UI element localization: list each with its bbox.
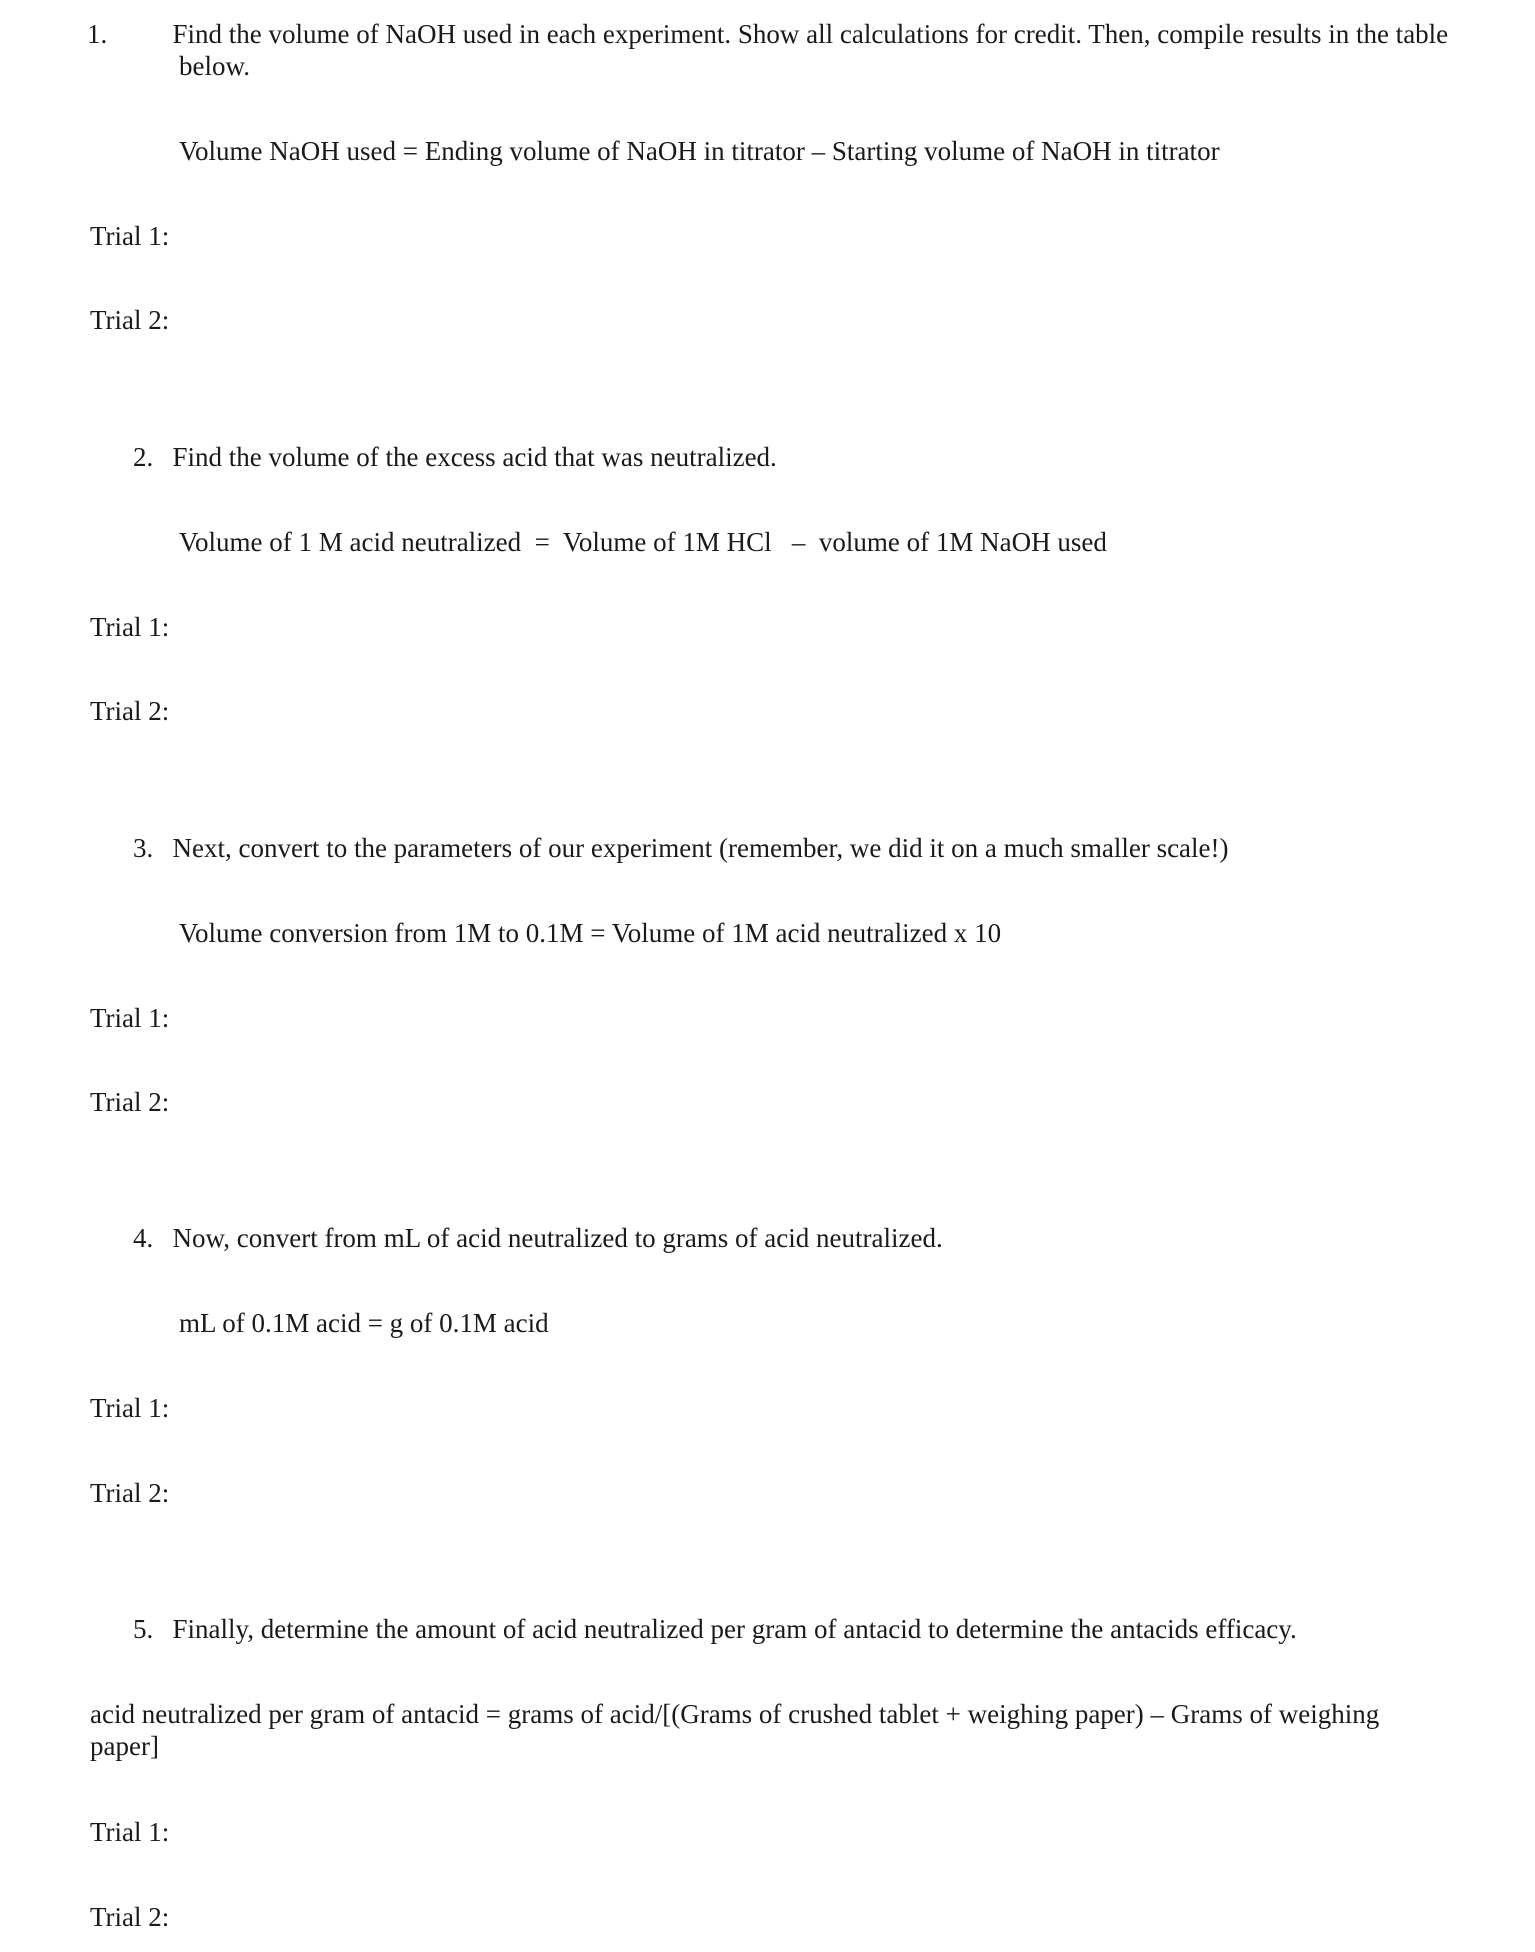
q3-trial-2-label: Trial 2: — [90, 1087, 170, 1117]
question-3-number: 3. — [133, 833, 154, 863]
q1-trial-2-label: Trial 2: — [90, 305, 170, 335]
question-1 — [87, 18, 1479, 82]
question-4-number: 4. — [133, 1223, 154, 1253]
formula-2: Volume of 1 M acid neutralized = Volume of 1M HCl – volume of 1M NaOH used — [179, 527, 1107, 557]
question-5-number: 5. — [133, 1614, 154, 1644]
formula-4: mL of 0.1M acid = g of 0.1M acid — [179, 1308, 549, 1338]
question-3-text: Next, convert to the parameters of our experiment (remember, we did it on a much smaller scale!) — [172, 833, 1229, 863]
q5-trial-2-label: Trial 2: — [90, 1902, 170, 1932]
question-4-text: Now, convert from mL of acid neutralized to grams of acid neutralized. — [172, 1223, 943, 1253]
formula-5: acid neutralized per gram of antacid = grams of acid/[(Grams of crushed tablet + weighing paper) – Grams of weighing paper] — [90, 1699, 1380, 1761]
formula-3: Volume conversion from 1M to 0.1M = Volume of 1M acid neutralized x 10 — [179, 918, 1002, 948]
question-5-text: Finally, determine the amount of acid neutralized per gram of antacid to determine the antacids efficacy. — [172, 1614, 1297, 1644]
question-4 — [133, 1222, 1433, 1254]
q4-trial-2-label: Trial 2: — [90, 1478, 170, 1508]
question-3 — [133, 832, 1433, 864]
question-1-text: Find the volume of NaOH used in each experiment. Show all calculations for credit. Then, compile results in the table below. — [172, 19, 1449, 81]
question-2 — [133, 441, 1433, 473]
question-2-text: Find the volume of the excess acid that was neutralized. — [172, 442, 777, 472]
q1-trial-1-label: Trial 1: — [90, 221, 170, 251]
q3-trial-1-label: Trial 1: — [90, 1003, 170, 1033]
question-2-number: 2. — [133, 442, 154, 472]
q5-trial-1-label: Trial 1: — [90, 1817, 170, 1847]
question-5 — [133, 1613, 1433, 1645]
q2-trial-2-label: Trial 2: — [90, 696, 170, 726]
q4-trial-1-label: Trial 1: — [90, 1393, 170, 1423]
q2-trial-1-label: Trial 1: — [90, 612, 170, 642]
question-1-number: 1. — [87, 19, 108, 49]
formula-1: Volume NaOH used = Ending volume of NaOH in titrator – Starting volume of NaOH in titrator — [179, 136, 1220, 166]
